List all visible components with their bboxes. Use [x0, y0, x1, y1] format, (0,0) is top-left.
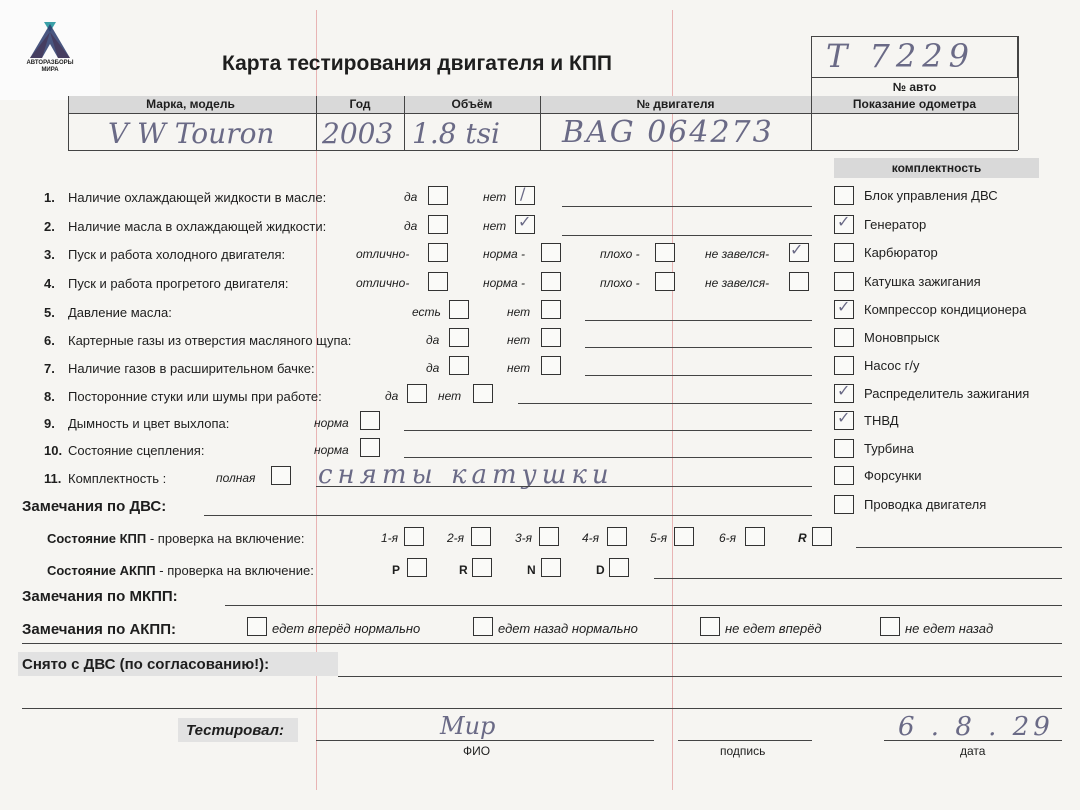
- akpp-option-checkbox[interactable]: [247, 617, 267, 636]
- checkbox-no-start[interactable]: [789, 272, 809, 291]
- checkbox-excellent[interactable]: [428, 243, 448, 262]
- section-line: [22, 643, 1062, 644]
- comment-line: [585, 320, 812, 321]
- row-label: Наличие масла в охлаждающей жидкости:: [68, 219, 327, 234]
- check-mark: ✓: [790, 240, 804, 259]
- check-mark: ✓: [837, 408, 851, 427]
- row-label: Картерные газы из отверстия масляного щупа:: [68, 333, 352, 348]
- row-label: Пуск и работа холодного двигателя:: [68, 247, 286, 262]
- table-line: [1018, 36, 1019, 150]
- logo: [0, 0, 100, 100]
- option-label: нет: [507, 305, 531, 319]
- selector-label: D: [596, 563, 605, 577]
- selector-checkbox[interactable]: [407, 558, 427, 577]
- akpp-option-label: едет назад нормально: [498, 621, 638, 636]
- completeness-title: комплектность: [891, 161, 982, 175]
- checkbox-yes[interactable]: [449, 300, 469, 319]
- akpp-remarks-label: Замечания по АКПП:: [22, 621, 176, 638]
- gear-label: 5-я: [650, 531, 668, 545]
- akpp-option-label: едет вперёд нормально: [272, 621, 421, 636]
- option-label: есть: [412, 305, 441, 319]
- row-number: 1.: [44, 190, 55, 205]
- row-label: Дымность и цвет выхлопа:: [68, 416, 230, 431]
- fio-value: Мир: [440, 712, 496, 740]
- row-number: 7.: [44, 361, 55, 376]
- logo-text: АВТОРАЗБОРЫ: [26, 60, 74, 66]
- akpp-suffix: - проверка на включение:: [155, 563, 314, 578]
- table-line: [811, 36, 812, 150]
- header-odometer: Показание одометра: [852, 97, 977, 111]
- completeness-item-label: ТНВД: [864, 413, 899, 428]
- auto-number-label: № авто: [892, 80, 937, 94]
- option-label: да: [426, 333, 440, 347]
- checkbox-yes[interactable]: [449, 328, 469, 347]
- option-label: плохо -: [600, 276, 640, 290]
- row-number: 9.: [44, 416, 55, 431]
- checkbox-normal[interactable]: [541, 272, 561, 291]
- gear-checkbox[interactable]: [471, 527, 491, 546]
- row-number: 2.: [44, 219, 55, 234]
- auto-number-value: Т 7229: [826, 37, 975, 75]
- row-number: 3.: [44, 247, 55, 262]
- completeness-item-label: Моновпрыск: [864, 330, 940, 345]
- row-label: Наличие охлаждающей жидкости в масле:: [68, 190, 327, 205]
- row-label: Наличие газов в расширительном бачке:: [68, 361, 315, 376]
- gear-checkbox[interactable]: [812, 527, 832, 546]
- checkbox-bad[interactable]: [655, 243, 675, 262]
- completeness-item-label: Проводка двигателя: [864, 497, 987, 512]
- completeness-item-label: Блок управления ДВС: [864, 188, 998, 203]
- year-value: 2003: [322, 117, 394, 150]
- option-label: нет: [507, 333, 531, 347]
- fio-caption: ФИО: [463, 744, 491, 758]
- checkbox-normal[interactable]: [541, 243, 561, 262]
- gear-label: 6-я: [719, 531, 737, 545]
- completeness-item-label: Насос г/у: [864, 358, 920, 373]
- akpp-label: [47, 563, 314, 578]
- table-line: [540, 96, 541, 150]
- header-year: Год: [349, 97, 371, 111]
- row-label: Комплектность :: [68, 471, 167, 486]
- logo-text: МИРА: [41, 67, 59, 73]
- removed-label: Снято с ДВС (по согласованию!):: [22, 656, 270, 673]
- gear-checkbox[interactable]: [539, 527, 559, 546]
- gear-checkbox[interactable]: [607, 527, 627, 546]
- comment-line: [856, 547, 1062, 548]
- selector-label: N: [527, 563, 536, 577]
- comment-line: [518, 403, 812, 404]
- row-label: Давление масла:: [68, 305, 172, 320]
- completeness-checkbox[interactable]: [834, 328, 854, 347]
- option-label: нет: [483, 219, 507, 233]
- checkbox-no[interactable]: [473, 384, 493, 403]
- row-number: 5.: [44, 305, 55, 320]
- comment-line: [585, 375, 812, 376]
- table-line: [68, 96, 69, 150]
- row-label: Пуск и работа прогретого двигателя:: [68, 276, 289, 291]
- option-label: отлично-: [356, 247, 410, 261]
- completeness-checkbox[interactable]: [834, 439, 854, 458]
- comment-line: [562, 235, 812, 236]
- option-label: да: [385, 389, 399, 403]
- gear-checkbox[interactable]: [674, 527, 694, 546]
- completeness-item-label: Генератор: [864, 217, 927, 232]
- option-label: нет: [483, 190, 507, 204]
- gear-checkbox[interactable]: [745, 527, 765, 546]
- akpp-title: Состояние АКПП: [47, 563, 156, 578]
- option-label: норма: [314, 443, 349, 457]
- checkbox-yes[interactable]: [428, 215, 448, 234]
- tested-label: Тестировал:: [186, 722, 284, 739]
- auto-number-box: [811, 36, 1018, 78]
- header-model: Марка, модель: [146, 97, 235, 111]
- mkpp-remarks-label: Замечания по МКПП:: [22, 588, 178, 605]
- row-number: 11.: [44, 471, 62, 486]
- header-engine-no: № двигателя: [636, 97, 715, 111]
- table-line: [68, 150, 1018, 151]
- option-label: норма -: [483, 247, 526, 261]
- mkpp-remarks-line[interactable]: [225, 605, 1062, 606]
- completeness-checkbox[interactable]: [834, 186, 854, 205]
- handwritten-note: сняты катушки: [318, 460, 614, 490]
- engine-no-value: BAG 064273: [562, 115, 774, 150]
- checkbox-no[interactable]: [541, 356, 561, 375]
- dvs-remarks-label: Замечания по ДВС:: [22, 498, 167, 515]
- dvs-remarks-line[interactable]: [204, 515, 812, 516]
- comment-line: [316, 486, 812, 487]
- row-number: 6.: [44, 333, 55, 348]
- removed-line[interactable]: [338, 676, 1062, 677]
- checkbox-no[interactable]: [541, 328, 561, 347]
- completeness-checkbox[interactable]: [834, 243, 854, 262]
- date-caption: дата: [960, 744, 986, 758]
- selector-label: P: [392, 563, 401, 577]
- akpp-option-checkbox[interactable]: [473, 617, 493, 636]
- option-label: да: [404, 219, 418, 233]
- comment-line: [562, 206, 812, 207]
- option-label: полная: [216, 471, 256, 485]
- checkbox-no[interactable]: [541, 300, 561, 319]
- gear-label: R: [798, 531, 807, 545]
- selector-checkbox[interactable]: [541, 558, 561, 577]
- table-line: [404, 96, 405, 150]
- completeness-checkbox[interactable]: [834, 495, 854, 514]
- row-label: Состояние сцепления:: [68, 443, 205, 458]
- comment-line: [404, 457, 812, 458]
- option-label: не завелся-: [705, 247, 770, 261]
- check-mark: ✓: [837, 297, 851, 316]
- check-mark: ✓: [837, 381, 851, 400]
- check-mark: /: [520, 184, 526, 203]
- option-label: отлично-: [356, 276, 410, 290]
- table-line: [68, 113, 1018, 114]
- model-value: V W Touron: [108, 117, 275, 150]
- completeness-item-label: Турбина: [864, 441, 914, 456]
- section-line: [22, 708, 1062, 709]
- fio-line[interactable]: [316, 740, 654, 741]
- gear-checkbox[interactable]: [404, 527, 424, 546]
- akpp-option-checkbox[interactable]: [880, 617, 900, 636]
- gear-label: 3-я: [515, 531, 533, 545]
- option-label: норма: [314, 416, 349, 430]
- gear-label: 4-я: [582, 531, 600, 545]
- completeness-item-label: Компрессор кондиционера: [864, 302, 1027, 317]
- completeness-item-label: Катушка зажигания: [864, 274, 981, 289]
- kpp-label: [47, 531, 304, 546]
- comment-line: [404, 430, 812, 431]
- option-label: не завелся-: [705, 276, 770, 290]
- row-label: Посторонние стуки или шумы при работе:: [68, 389, 322, 404]
- checkbox-bad[interactable]: [655, 272, 675, 291]
- option-label: норма -: [483, 276, 526, 290]
- completeness-item-label: Карбюратор: [864, 245, 938, 260]
- completeness-item-label: Распределитель зажигания: [864, 386, 1030, 401]
- checkbox-yes[interactable]: [449, 356, 469, 375]
- comment-line: [654, 578, 1062, 579]
- akpp-option-label: не едет назад: [905, 621, 994, 636]
- option-label: нет: [507, 361, 531, 375]
- completeness-checkbox[interactable]: [834, 356, 854, 375]
- gear-label: 1-я: [381, 531, 399, 545]
- kpp-title: Состояние КПП: [47, 531, 147, 546]
- checkbox-normal[interactable]: [360, 438, 380, 457]
- option-label: да: [426, 361, 440, 375]
- selector-checkbox[interactable]: [472, 558, 492, 577]
- checkbox-yes[interactable]: [428, 186, 448, 205]
- checkbox-normal[interactable]: [360, 411, 380, 430]
- checkbox-full[interactable]: [271, 466, 291, 485]
- selector-checkbox[interactable]: [609, 558, 629, 577]
- option-label: плохо -: [600, 247, 640, 261]
- completeness-item-label: Форсунки: [864, 468, 922, 483]
- page-title: Карта тестирования двигателя и КПП: [222, 52, 613, 75]
- kpp-suffix: - проверка на включение:: [146, 531, 305, 546]
- signature-line[interactable]: [678, 740, 812, 741]
- table-line: [316, 96, 317, 150]
- date-value: 6 . 8 . 29: [898, 712, 1054, 742]
- date-line[interactable]: [884, 740, 1062, 741]
- option-label: нет: [438, 389, 462, 403]
- completeness-checkbox[interactable]: [834, 466, 854, 485]
- option-label: да: [404, 190, 418, 204]
- gear-label: 2-я: [447, 531, 465, 545]
- volume-value: 1.8 tsi: [412, 117, 501, 150]
- signature-caption: подпись: [720, 744, 766, 758]
- akpp-option-checkbox[interactable]: [700, 617, 720, 636]
- header-volume: Объём: [451, 97, 493, 111]
- checkbox-excellent[interactable]: [428, 272, 448, 291]
- checkbox-yes[interactable]: [407, 384, 427, 403]
- check-mark: ✓: [837, 212, 851, 231]
- comment-line: [585, 347, 812, 348]
- row-number: 8.: [44, 389, 55, 404]
- check-mark: ✓: [518, 212, 532, 231]
- row-number: 4.: [44, 276, 55, 291]
- akpp-option-label: не едет вперёд: [725, 621, 822, 636]
- row-number: 10.: [44, 443, 63, 458]
- selector-label: R: [459, 563, 468, 577]
- completeness-checkbox[interactable]: [834, 272, 854, 291]
